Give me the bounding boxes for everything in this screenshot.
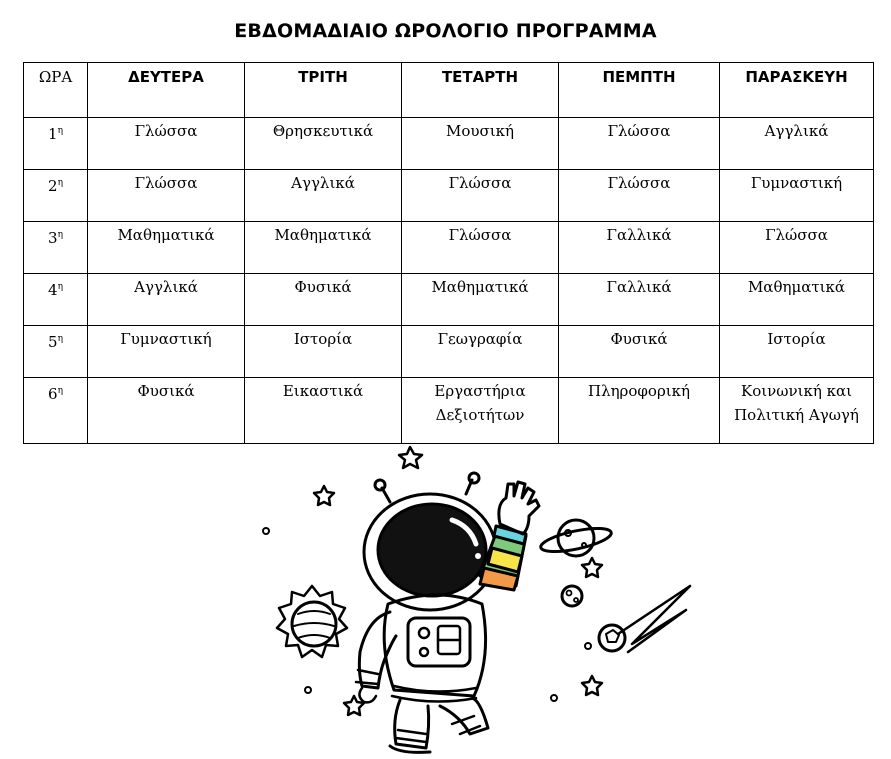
cell-thursday: Γαλλικά [559,222,720,274]
cell-thursday: Γλώσσα [559,170,720,222]
hour-number: 4 [48,281,58,299]
astronaut-illustration [240,438,700,759]
hour-cell [24,222,88,274]
cell-thursday: Γλώσσα [559,118,720,170]
table-row [24,170,874,222]
hour-cell [24,118,88,170]
cell-wednesday: Μουσική [402,118,559,170]
cell-monday: Αγγλικά [88,274,245,326]
cell-wednesday: Γλώσσα [402,222,559,274]
ringed-planet-icon [539,520,613,556]
star-icon [582,558,602,577]
hour-number: 2 [48,177,58,195]
dot-icon [551,695,557,701]
header-monday: ΔΕΥΤΕΡΑ [88,63,245,118]
star-icon [314,486,334,505]
cell-friday: Γλώσσα [720,222,874,274]
cell-tuesday: Φυσικά [245,274,402,326]
cell-wednesday: Γεωγραφία [402,326,559,378]
dot-icon [585,643,591,649]
header-friday: ΠΑΡΑΣΚΕΥΗ [720,63,874,118]
cell-tuesday: Μαθηματικά [245,222,402,274]
timetable [23,62,874,444]
hour-cell [24,378,88,444]
page-title: ΕΒΔΟΜΑΔΙΑΙΟ ΩΡΟΛΟΓΙΟ ΠΡΟΓΡΑΜΜΑ [234,20,657,42]
table-row [24,378,874,444]
cell-monday: Φυσικά [88,378,245,444]
cell-line: Κοινωνική και [741,382,852,400]
cell-monday: Γυμναστική [88,326,245,378]
dot-icon [263,528,269,534]
sun-icon [277,586,347,657]
star-icon [399,447,422,468]
cell-monday: Μαθηματικά [88,222,245,274]
cell-friday: Γυμναστική [720,170,874,222]
cell-wednesday: Μαθηματικά [402,274,559,326]
cell-thursday: Φυσικά [559,326,720,378]
hour-number: 1 [48,125,58,143]
cell-tuesday: Αγγλικά [245,170,402,222]
header-row [24,63,874,118]
cell-line: Εργαστήρια [434,382,526,400]
table-row [24,326,874,378]
table-row [24,274,874,326]
cell-monday: Γλώσσα [88,170,245,222]
header-hour: ΩΡΑ [24,63,88,118]
hour-cell [24,326,88,378]
hour-cell [24,170,88,222]
hour-suffix: η [57,230,63,240]
hour-suffix: η [57,386,63,396]
hour-suffix: η [57,178,63,188]
header-tuesday: ΤΡΙΤΗ [245,63,402,118]
cell-friday: Ιστορία [720,326,874,378]
cell-friday: Αγγλικά [720,118,874,170]
comet-icon [599,586,690,652]
cell-line: Πολιτική Αγωγή [734,406,859,424]
cell-tuesday: Θρησκευτικά [245,118,402,170]
cell-friday [720,378,874,444]
cell-wednesday [402,378,559,444]
cell-wednesday: Γλώσσα [402,170,559,222]
cell-thursday: Πληροφορική [559,378,720,444]
header-wednesday: ΤΕΤΑΡΤΗ [402,63,559,118]
hour-cell [24,274,88,326]
hour-number: 6 [48,385,58,403]
hour-number: 3 [48,229,58,247]
cell-friday: Μαθηματικά [720,274,874,326]
dot-icon [305,687,311,693]
cell-thursday: Γαλλικά [559,274,720,326]
cell-line: Δεξιοτήτων [435,406,525,424]
cell-tuesday: Ιστορία [245,326,402,378]
hour-number: 5 [48,333,58,351]
astronaut-icon [356,473,539,752]
hour-suffix: η [57,126,63,136]
header-thursday: ΠΕΜΠΤΗ [559,63,720,118]
cell-monday: Γλώσσα [88,118,245,170]
planet-icon [562,586,582,606]
hour-suffix: η [57,282,63,292]
table-row [24,118,874,170]
star-icon [582,676,602,695]
cell-tuesday: Εικαστικά [245,378,402,444]
table-row [24,222,874,274]
hour-suffix: η [57,334,63,344]
